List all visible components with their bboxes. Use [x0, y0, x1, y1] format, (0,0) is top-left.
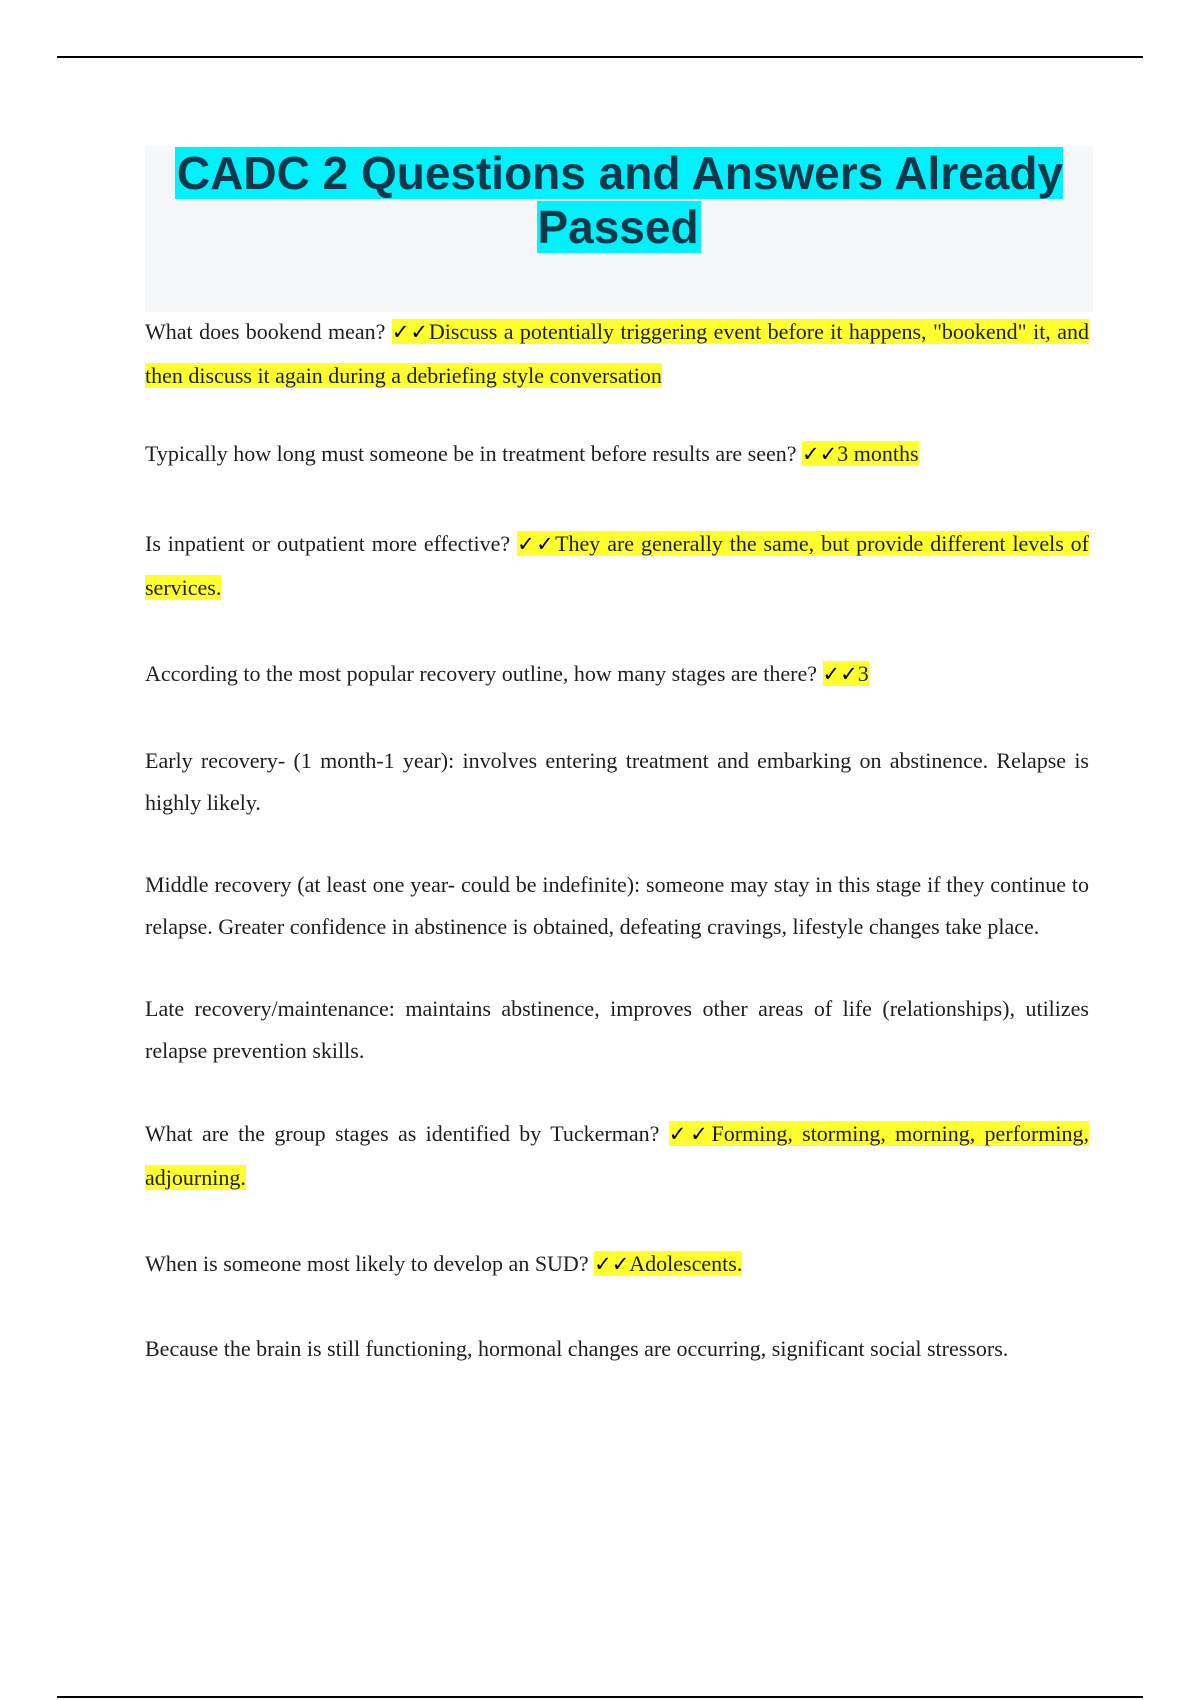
qa-item [145, 1242, 1089, 1286]
text-paragraph: Early recovery- (1 month-1 year): involves entering treatment and embarking on abstinence. Relapse is highly likely. [145, 748, 1089, 815]
document-title [145, 146, 1093, 254]
answer-text: 3 months [837, 441, 919, 466]
question-text: According to the most popular recovery outline, how many stages are there? [145, 661, 817, 686]
qa-item [145, 432, 1089, 476]
text-paragraph: Middle recovery (at least one year- could be indefinite): someone may stay in this stage if they continue to relapse. Greater confidence in abstinence is obtained, defeating cravings, lifestyle changes take place. [145, 872, 1089, 939]
answer-highlight [594, 1251, 742, 1276]
answer-text: Adolescents. [629, 1251, 743, 1276]
top-rule [57, 56, 1143, 58]
answer-text: Discuss a potentially triggering event before it happens, "bookend" it, and then discuss it again during a debriefing style conversation [145, 319, 1089, 388]
question-text: Is inpatient or outpatient more effective? [145, 531, 511, 556]
question-text: What are the group stages as identified by Tuckerman? [145, 1121, 660, 1146]
check-mark-icon: ✓✓ [802, 442, 838, 466]
text-paragraph: Because the brain is still functioning, hormonal changes are occurring, significant social stressors. [145, 1336, 1009, 1361]
qa-item [145, 310, 1089, 398]
qa-item [145, 522, 1089, 610]
answer-text: Forming, storming, morning, performing, adjourning. [145, 1121, 1090, 1190]
qa-item [145, 652, 1089, 696]
answer-text: They are generally the same, but provide different levels of services. [145, 531, 1089, 600]
title-block [145, 146, 1093, 312]
qa-item [145, 1112, 1089, 1200]
check-mark-icon: ✓✓ [668, 1122, 712, 1146]
bottom-rule [57, 1696, 1143, 1698]
answer-highlight [823, 661, 869, 686]
question-text: When is someone most likely to develop an SUD? [145, 1251, 589, 1276]
check-mark-icon: ✓✓ [822, 662, 858, 686]
question-text: What does bookend mean? [145, 319, 386, 344]
answer-text: 3 [857, 661, 869, 686]
answer-highlight [802, 441, 919, 466]
question-text: Typically how long must someone be in treatment before results are seen? [145, 441, 797, 466]
check-mark-icon: ✓✓ [391, 320, 429, 344]
title-highlight: CADC 2 Questions and Answers Already Passed [176, 147, 1064, 253]
text-paragraph: Late recovery/maintenance: maintains abstinence, improves other areas of life (relationships), utilizes relapse prevention skills. [145, 996, 1089, 1063]
check-mark-icon: ✓✓ [517, 532, 556, 556]
document-body [145, 310, 1089, 1370]
check-mark-icon: ✓✓ [594, 1252, 630, 1276]
